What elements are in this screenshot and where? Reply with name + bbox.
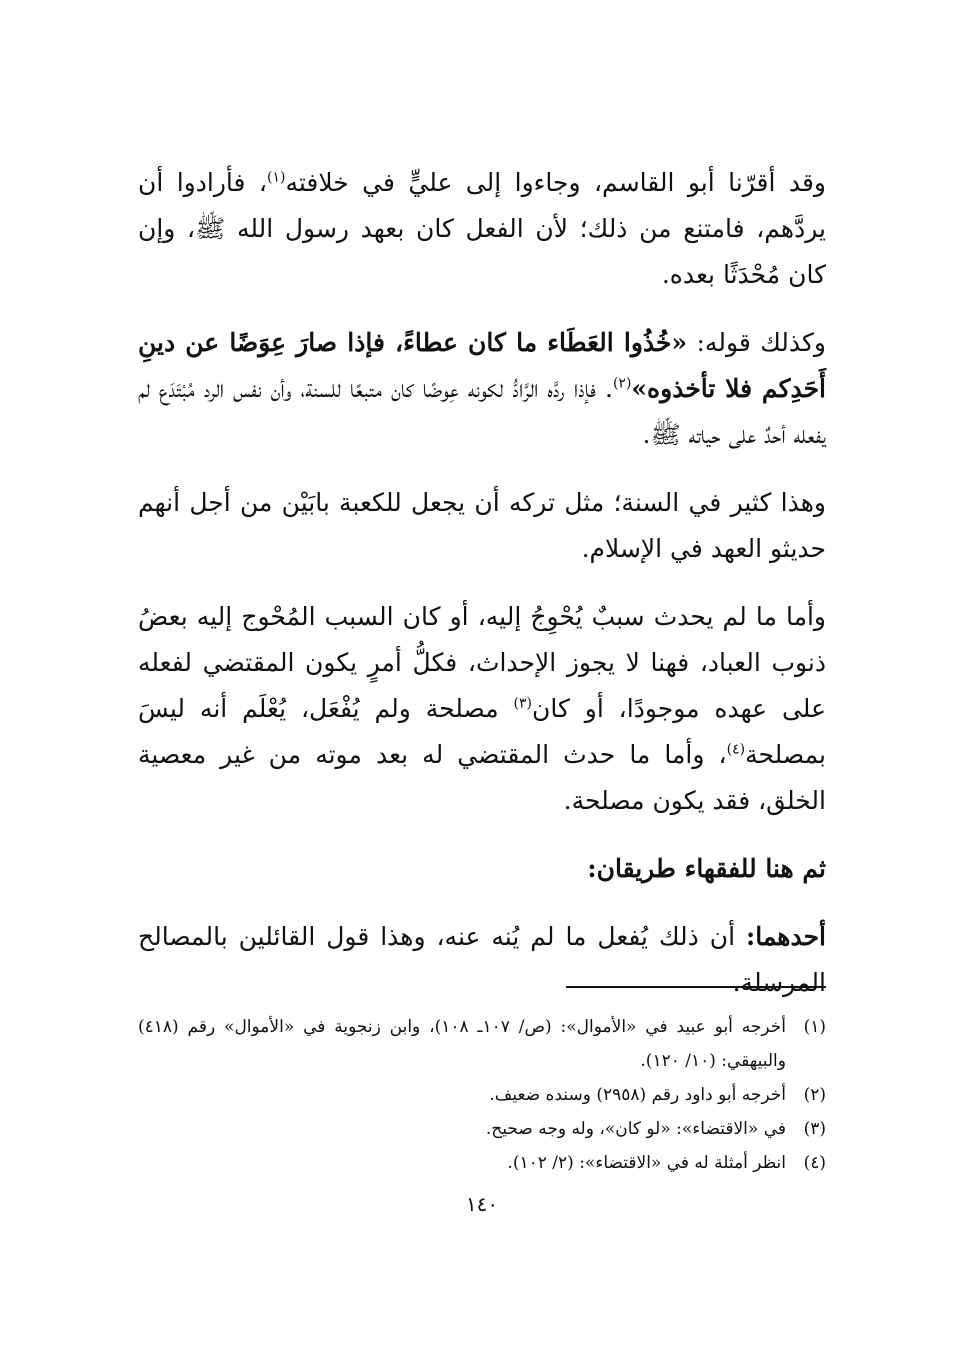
footnote-ref-1[interactable]: (١)	[266, 169, 286, 186]
footnote-divider	[566, 986, 826, 988]
footnote-2	[138, 1078, 826, 1112]
section-heading: ثم هنا للفقهاء طريقان:	[587, 854, 826, 883]
footnote-3	[138, 1112, 826, 1146]
footnote-text: انظر أمثلة له في «الاقتضاء»: (٢/ ١٠٢).	[507, 1153, 786, 1173]
paragraph-text: وكذلك قوله:	[687, 328, 826, 357]
document-page	[138, 160, 826, 1360]
paragraph-text: ، وأما ما حدث المقتضي له بعد موته من غير معصية الخلق، فقد يكون مصلحة.	[138, 740, 826, 815]
paragraph-2	[138, 320, 826, 458]
footnote-text: أخرجه أبو داود رقم (٢٩٥٨) وسنده ضعيف.	[489, 1085, 786, 1105]
footnote-ref-2[interactable]: (٢)	[612, 375, 632, 392]
footnote-number: (٣)	[803, 1119, 826, 1139]
paragraph-text: أن ذلك يُفعل ما لم يُنه عنه، وهذا قول القائلين بالمصالح المرسلة.	[138, 922, 826, 997]
paragraph-text: وقد أقرّنا أبو القاسم، وجاءوا إلى عليٍّ في خلافته	[285, 168, 826, 197]
paragraph-4	[138, 594, 826, 824]
first-way-label: أحدهما:	[745, 922, 826, 951]
paragraph-first-way	[138, 914, 826, 1006]
hadith-quote: «خُذُوا العَطَاء ما كان عطاءً، فإذا صارَ عِوَضًا عن دينِ أَحَدِكم فلا تأخذوه»	[138, 328, 826, 403]
paragraph-text: ، فأرادوا أن يردَّهم، فامتنع من ذلك؛ لأن الفعل كان بعهد رسول الله ﷺ، وإن كان مُحْدَثًا بعده.	[138, 168, 826, 289]
paragraph-text: وهذا كثير في السنة؛ مثل تركه أن يجعل للكعبة بابَيْن من أجل أنهم حديثو العهد في الإسلام.	[138, 488, 826, 563]
footnote-text: أخرجه أبو عبيد في «الأموال»: (ص/ ١٠٧ـ ١٠٨)، وابن زنجوية في «الأموال» رقم (٤١٨) والبيهقي: (١٠/ ١٢٠).	[138, 1017, 786, 1071]
paragraph-text: وأما ما لم يحدث سببٌ يُحْوِجُ إليه، أو كان السبب المُحْوج إليه بعضُ ذنوب العباد، فهنا لا يجوز الإحداث، فكلُّ أمرٍ يكون المقتضي لفعله على عهده موجودًا، أو كان	[138, 602, 826, 723]
paragraph-3	[138, 480, 826, 572]
footnote-number: (٤)	[803, 1153, 826, 1173]
footnote-ref-4[interactable]: (٤)	[726, 741, 746, 758]
paragraph-text: مصلحة ولم يُفْعَل، يُعْلَم أنه ليسَ بمصلحة	[138, 694, 826, 769]
paragraph-1	[138, 160, 826, 298]
footnote-ref-3[interactable]: (٣)	[513, 695, 532, 712]
footnote-1	[138, 1010, 826, 1078]
paragraph-text: . فإذا ردَّه الرَّادُّ لكونه عِوضًا كان متبعًا للسنة، وأن نفس الرد مُبْتَدَع لم يفعله أحدٌ على حياته ﷺ.	[138, 374, 826, 449]
footnote-4	[138, 1146, 826, 1180]
footnotes	[138, 1010, 826, 1180]
footnote-number: (٢)	[803, 1085, 826, 1105]
footnote-number: (١)	[803, 1017, 826, 1037]
footnote-text: في «الاقتضاء»: «لو كان»، وله وجه صحيح.	[485, 1119, 786, 1139]
page-number: ١٤٠	[465, 1192, 499, 1216]
